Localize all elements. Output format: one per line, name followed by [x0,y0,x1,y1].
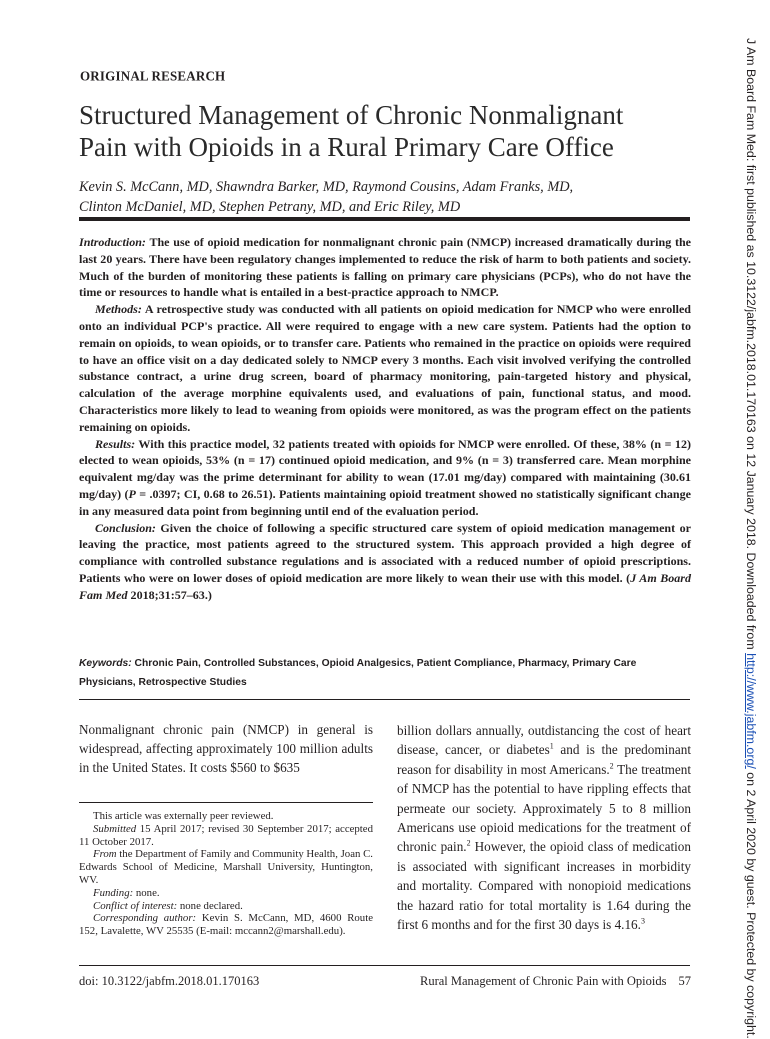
results-text-a: With this practice model, 32 patients treated with opioids for NMCP were enrolled. Of these, 38% (n = 12) elected to wean opioids, 53% (n = 17) continued opioid medication, and 9% (n = 3) transferred care. Mean morphine equivalent mg/day was the prime determinant for ability to wean (17.01 mg/day) compared with maintaining (30.61 mg/day) ( [79,436,691,501]
results-text-b: = .0397; CI, 0.68 to 26.51). Patients maintaining opioid treatment showed no statistically significant change in any measured data point from beginning until end of the evaluation period. [79,486,692,518]
from-label: From [93,848,117,861]
abstract-methods [79,301,691,435]
keywords-text: Chronic Pain, Controlled Substances, Opioid Analgesics, Patient Compliance, Pharmacy, Primary Care Physicians, Retrospective Studies [79,658,637,688]
conclusion-heading: Conclusion: [95,520,156,535]
banner-text-b: on 2 April 2020 by guest. Protected by copyright. [744,768,758,1039]
submitted-label: Submitted [93,822,137,835]
from-text: the Department of Family and Community Health, Joan C. Edwards School of Medicine, Marshall University, Huntington, WV. [79,848,373,886]
keywords-label: Keywords: [79,658,132,669]
download-banner [744,38,758,1039]
introduction-heading: Introduction: [79,235,146,249]
abstract-introduction [79,234,691,301]
author-list [79,178,699,217]
corresponding-label: Corresponding author: [93,912,197,925]
introduction-text: The use of opioid medication for nonmalignant chronic pain (NMCP) increased dramatically during the last 20 years. There have been regulatory changes implemented to reduce the risk of harm to both patients and society. Much of the burden of monitoring these patients is falling on primary care physicians (PCPs), who do not have the time or resources to handle what is entailed in a best-practice approach to NMCP. [79,235,691,300]
funding-label: Funding: [93,886,134,899]
corresponding-text: Kevin S. McCann, MD, 4600 Route 152, Lavalette, WV 25535 (E-mail: mccann2@marshall.edu). [79,912,374,938]
body-column-right [397,721,691,934]
running-title: Rural Management of Chronic Pain with Opioids [420,974,667,988]
body-column-left [79,721,373,777]
submitted-text: 15 April 2017; revised 30 September 2017; accepted 11 October 2017. [79,822,373,848]
banner-text-a: J Am Board Fam Med: first published as 10.3122/jabfm.2018.01.170163 on 12 January 2018. Downloaded from [744,38,758,654]
conflict-text: none declared. [177,899,243,912]
abstract [79,234,691,604]
authors-line-2: Clinton McDaniel, MD, Stephen Petrany, MD, and Eric Riley, MD [79,198,461,215]
reference-4: 3 [640,916,645,926]
body-paragraph-left: Nonmalignant chronic pain (NMCP) in general is widespread, affecting approximately 100 million adults in the United States. It costs $560 to $635 [79,722,373,775]
abstract-results [79,436,691,520]
article-title [79,99,699,163]
reference-2: 2 [609,761,614,771]
journal-link[interactable]: http://www.jabfm.org/ [744,653,758,769]
methods-text: A retrospective study was conducted with all patients on opioid medication for NMCP who were enrolled onto an individual PCP's practice. All were required to engage with a new care system. Patients had the option to remain on opioids, to wean opioids, or to transfer care. Patients who remained in the practice on opioids were required to have an office visit on a day dedicated solely to NMCP every 3 months. Each visit involved verifying the controlled substance contract, a urine drug screen, board of pharmacy monitoring, pain-targeted history and physical, calculation of the average morphine equivalents used, and evaluations of pain, functional status, and mood. Characteristics more likely to lead to weaning from opioids were monitored, as was the program effect on the patients remaining on opioids. [79,302,691,434]
methods-heading: Methods: [95,302,142,317]
section-label: ORIGINAL RESEARCH [80,67,226,84]
page-number: 57 [678,974,691,988]
header-divider [79,217,690,221]
footer-divider [79,965,690,966]
footnote-affiliation [79,848,373,886]
authors-line-1: Kevin S. McCann, MD, Shawndra Barker, MD, Raymond Cousins, Adam Franks, MD, [79,179,574,195]
running-footer [420,974,691,989]
citation-journal: J Am Board Fam Med [79,570,691,602]
footnote-peer-review: This article was externally peer reviewed. [93,810,274,822]
title-line-2: Pain with Opioids in a Rural Primary Care Office [79,132,614,162]
p-value-symbol: P [128,486,136,501]
reference-3: 2 [466,839,471,849]
footnotes [79,810,373,938]
title-line-1: Structured Management of Chronic Nonmalignant [79,100,624,130]
footnote-submitted [79,823,373,849]
body-text-a: billion dollars annually, outdistancing the cost of heart disease, cancer, or diabetes [397,723,691,758]
body-text-c: The treatment of NMCP has the potential to have rippling effects that permeate our society. Approximately 5 to 8 million Americans use opioid medications for the treatment of chronic pain. [397,761,692,855]
abstract-conclusion [79,520,691,604]
keywords-divider [79,699,690,700]
footnote-conflict [79,900,373,913]
reference-1: 1 [549,742,554,752]
conflict-label: Conflict of interest: [93,899,178,912]
body-paragraph-right [397,721,691,934]
body-text-d: However, the opioid class of medication is associated with significant increases in morbidity and mortality. Compared with nonopioid medications the hazard ratio for total mortality is 1.64 during the first 6 months and for the first 30 days is 4.16. [397,839,691,933]
footnote-corresponding [79,912,373,938]
conclusion-text: Given the choice of following a specific structured care system of opioid medication management or leaving the practice, most patients agreed to the structured system. This approach provided a high degree of compliance with controlled substance regulations and is associated with a reduced number of opioid prescriptions. Patients who were on lower doses of opioid medication are more likely to wean their use with this model. ( [79,520,691,585]
funding-text: none. [133,886,160,899]
citation-rest: 2018;31:57–63.) [127,587,212,602]
footnote-funding [79,887,373,900]
results-heading: Results: [95,436,136,451]
keywords [79,654,691,692]
body-text-b: and is the predominant reason for disability in most Americans. [397,742,691,777]
footnote-divider [79,802,373,803]
doi: doi: 10.3122/jabfm.2018.01.170163 [79,974,260,988]
